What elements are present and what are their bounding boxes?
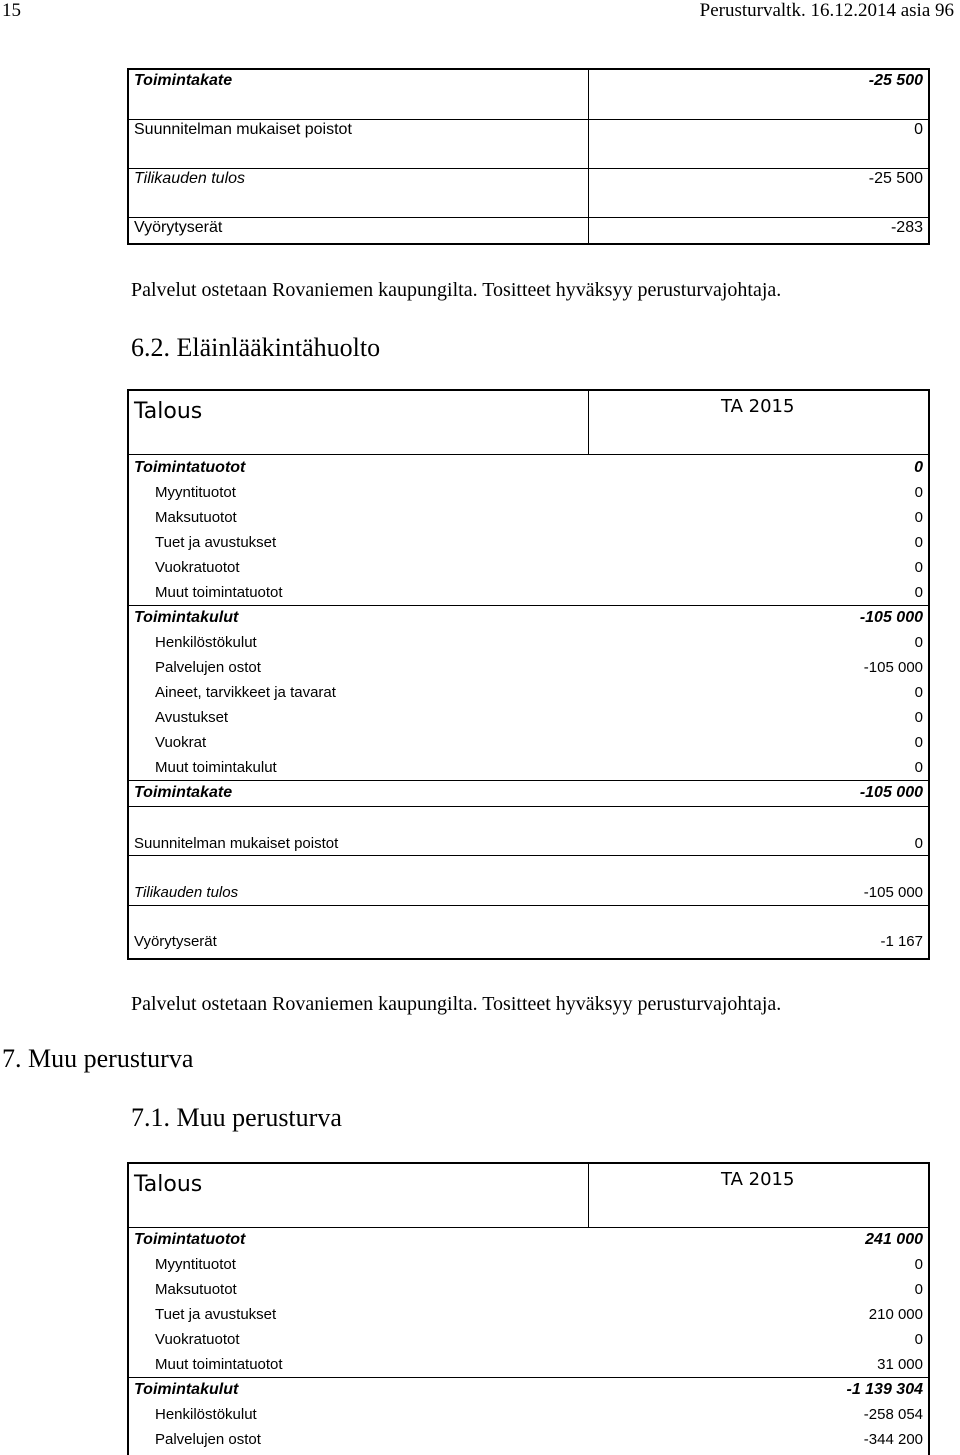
- row-label: Toimintakate: [134, 784, 233, 801]
- row-label: Vuokratuotot: [155, 559, 240, 576]
- budget-table-elainlaakinta: [127, 389, 930, 960]
- row-value: 0: [914, 1331, 923, 1348]
- table-row: [129, 1402, 928, 1427]
- row-value: 0: [914, 1281, 923, 1298]
- row-value: 0: [914, 634, 923, 651]
- row-label: Tilikauden tulos: [134, 884, 239, 901]
- row-value: 0: [914, 734, 923, 751]
- row-label: Vyörytyserät: [134, 219, 223, 236]
- row-label: Toimintatuotot: [134, 1231, 246, 1248]
- table-row: [129, 780, 928, 805]
- table-row: [129, 630, 928, 655]
- row-label: Toimintakulut: [134, 609, 239, 626]
- row-value: 210 000: [868, 1306, 923, 1323]
- table-row: [129, 929, 928, 954]
- row-label: Suunnitelman mukaiset poistot: [134, 835, 339, 852]
- row-label: Palvelujen ostot: [155, 659, 261, 676]
- table-row: [129, 530, 928, 555]
- row-value: 0: [914, 484, 923, 501]
- table-row: [129, 880, 928, 905]
- row-label: Vuokrat: [155, 734, 207, 751]
- table-row: [129, 217, 928, 243]
- table-head-title: Talous: [134, 399, 203, 424]
- row-value: -105 000: [859, 784, 923, 801]
- table-row: [129, 70, 928, 120]
- row-label: Henkilöstökulut: [155, 1406, 257, 1423]
- row-label: Maksutuotot: [155, 509, 237, 526]
- page-number: 15: [2, 0, 21, 21]
- row-value: 31 000: [877, 1356, 923, 1373]
- table-row: [129, 455, 928, 480]
- table-row: [129, 1427, 928, 1452]
- row-value: -105 000: [859, 609, 923, 626]
- chapter-heading: 7. Muu perusturva: [2, 1044, 194, 1073]
- row-label: Maksutuotot: [155, 1281, 237, 1298]
- row-label: Vyörytyserät: [134, 933, 217, 950]
- table-row: [129, 1302, 928, 1327]
- row-label: Muut toimintatuotot: [155, 1356, 283, 1373]
- table-head-title: Talous: [134, 1172, 203, 1197]
- row-value: 0: [914, 584, 923, 601]
- row-value: 0: [914, 759, 923, 776]
- table-row: [129, 705, 928, 730]
- row-value: 0: [914, 709, 923, 726]
- row-value: 0: [914, 559, 923, 576]
- row-value: 0: [914, 459, 923, 476]
- row-label: Toimintatuotot: [134, 459, 246, 476]
- row-label: Myyntituotot: [155, 484, 236, 501]
- row-value: 0: [914, 835, 923, 852]
- table-row: [129, 1327, 928, 1352]
- section-heading: 7.1. Muu perusturva: [131, 1103, 342, 1132]
- document-reference: Perusturvaltk. 16.12.2014 asia 96: [699, 0, 954, 21]
- table-row: [129, 655, 928, 680]
- row-label: Toimintakulut: [134, 1381, 239, 1398]
- row-label: Henkilöstökulut: [155, 634, 257, 651]
- summary-table-prev: [127, 68, 930, 245]
- row-value: -25 500: [868, 170, 923, 187]
- row-value: 0: [914, 509, 923, 526]
- note-text: Palvelut ostetaan Rovaniemen kaupungilta. Tositteet hyväksyy perusturvajohtaja.: [131, 993, 782, 1015]
- row-label: Palvelujen ostot: [155, 1431, 261, 1448]
- section-heading: 6.2. Eläinlääkintähuolto: [131, 333, 381, 362]
- row-value: -1 139 304: [846, 1381, 923, 1398]
- table-row: [129, 119, 928, 169]
- table-row: [129, 168, 928, 218]
- table-row: [129, 505, 928, 530]
- row-label: Toimintakate: [134, 72, 233, 89]
- table-row: [129, 580, 928, 605]
- table-row: [129, 1352, 928, 1377]
- table-row: [129, 730, 928, 755]
- row-label: Vuokratuotot: [155, 1331, 240, 1348]
- table-row: [129, 605, 928, 630]
- table-row: [129, 1252, 928, 1277]
- row-label: Aineet, tarvikkeet ja tavarat: [155, 684, 336, 701]
- row-label: Suunnitelman mukaiset poistot: [134, 121, 352, 138]
- table-row: [129, 831, 928, 856]
- row-label: Muut toimintatuotot: [155, 584, 283, 601]
- row-value: -283: [890, 219, 923, 236]
- table-row: [129, 680, 928, 705]
- row-label: Tilikauden tulos: [134, 170, 246, 187]
- table-row: [129, 1227, 928, 1252]
- row-value: 0: [914, 1256, 923, 1273]
- table-head-year: TA 2015: [721, 396, 795, 417]
- row-label: Avustukset: [155, 709, 229, 726]
- table-row: [129, 1377, 928, 1402]
- row-value: 0: [914, 534, 923, 551]
- row-value: -25 500: [868, 72, 923, 89]
- budget-table-muu-perusturva: [127, 1162, 930, 1455]
- row-label: Tuet ja avustukset: [155, 1306, 277, 1323]
- row-value: -105 000: [863, 659, 923, 676]
- table-row: [129, 1277, 928, 1302]
- row-value: -1 167: [880, 933, 923, 950]
- row-label: Myyntituotot: [155, 1256, 236, 1273]
- table-row: [129, 755, 928, 780]
- row-value: 241 000: [865, 1231, 923, 1248]
- note-text: Palvelut ostetaan Rovaniemen kaupungilta. Tositteet hyväksyy perusturvajohtaja.: [131, 279, 782, 301]
- row-value: -105 000: [863, 884, 923, 901]
- row-value: -344 200: [863, 1431, 923, 1448]
- row-value: 0: [914, 121, 923, 138]
- table-row: [129, 480, 928, 505]
- table-row: [129, 555, 928, 580]
- row-label: Muut toimintakulut: [155, 759, 277, 776]
- row-value: -258 054: [863, 1406, 923, 1423]
- row-value: 0: [914, 684, 923, 701]
- table-head-year: TA 2015: [721, 1169, 795, 1190]
- row-label: Tuet ja avustukset: [155, 534, 277, 551]
